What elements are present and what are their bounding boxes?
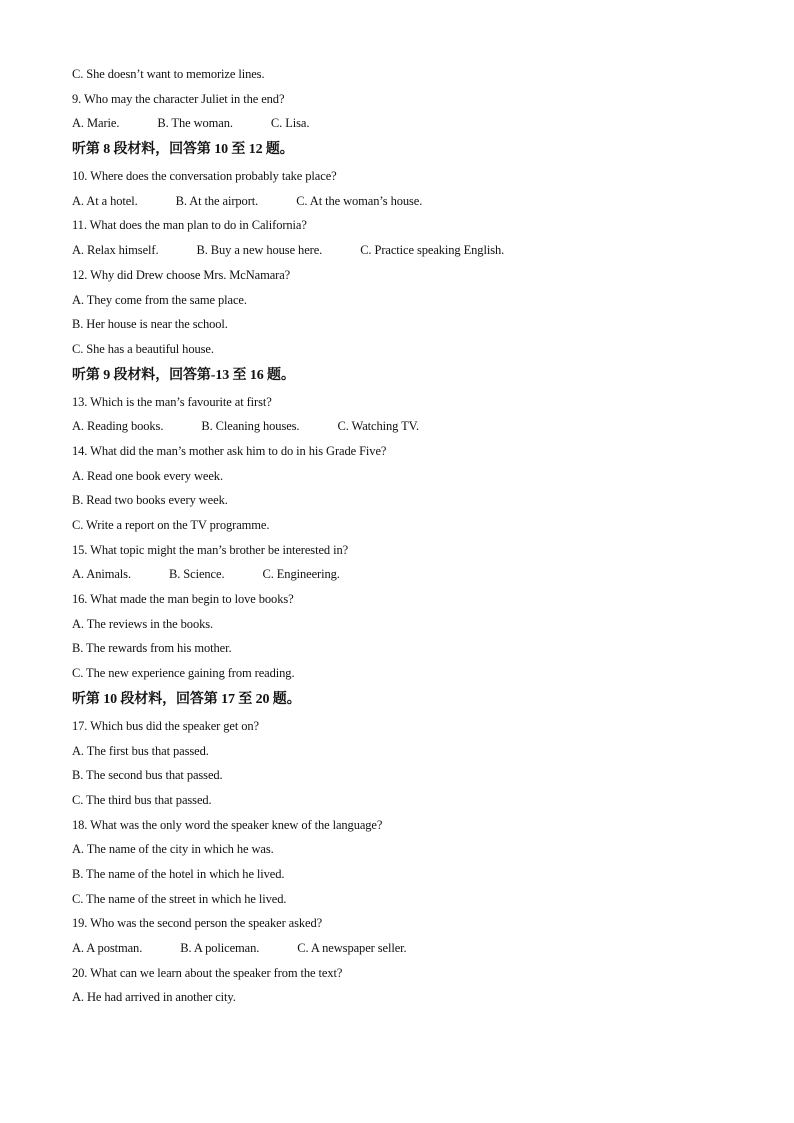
answer-line: B. Her house is near the school.: [72, 317, 228, 332]
answer-option: A. Animals.: [72, 567, 131, 582]
answer-option: B. Science.: [168, 567, 225, 582]
answer-options: [72, 238, 732, 263]
answer-line: B. Read two books every week.: [72, 493, 228, 508]
answer-line: C. The third bus that passed.: [72, 792, 212, 807]
answer-line: B. The name of the hotel in which he lived.: [72, 866, 285, 881]
answer-option: C. Watching TV.: [337, 419, 419, 434]
question-text: 11. What does the man plan to do in California?: [72, 218, 307, 233]
answer-line: B. The rewards from his mother.: [72, 641, 232, 656]
question-text: 19. Who was the second person the speaker asked?: [72, 916, 323, 931]
answer-line: A. He had arrived in another city.: [72, 990, 236, 1005]
answer-option: A. Marie.: [72, 116, 120, 131]
answer-options: [72, 414, 732, 439]
answer-option: B. At the airport.: [175, 193, 259, 208]
answer-options: [72, 562, 732, 587]
question-text: 14. What did the man’s mother ask him to do in his Grade Five?: [72, 443, 387, 458]
answer-option: B. The woman.: [157, 116, 233, 131]
answer-line: A. The reviews in the books.: [72, 616, 214, 631]
answer-option: A. A postman.: [72, 941, 143, 955]
question-text: 18. What was the only word the speaker knew of the language?: [72, 817, 383, 832]
answer-option: A. Reading books.: [72, 419, 164, 434]
answer-option: A. At a hotel.: [72, 193, 138, 208]
answer-option: B. Buy a new house here.: [196, 243, 323, 258]
section-heading: 听第 8 段材料，回答第 10 至 12 题。: [72, 142, 294, 158]
answer-line: B. The second bus that passed.: [72, 768, 223, 783]
document-page: [72, 62, 732, 1010]
answer-option: C. A newspaper seller.: [297, 941, 407, 955]
answer-line: A. The name of the city in which he was.: [72, 842, 274, 857]
answer-options: [72, 189, 732, 214]
question-text: 15. What topic might the man’s brother be interested in?: [72, 542, 349, 557]
answer-line: A. They come from the same place.: [72, 292, 247, 307]
answer-line: A. Read one book every week.: [72, 468, 223, 483]
answer-option: C. Engineering.: [262, 567, 340, 582]
answer-options: [72, 111, 732, 136]
answer-options: [72, 936, 732, 961]
answer-line: C. She doesn’t want to memorize lines.: [72, 67, 265, 81]
question-text: 12. Why did Drew choose Mrs. McNamara?: [72, 267, 291, 282]
answer-line: C. She has a beautiful house.: [72, 341, 214, 356]
answer-option: B. Cleaning houses.: [201, 419, 300, 434]
question-text: 17. Which bus did the speaker get on?: [72, 718, 259, 733]
answer-option: C. At the woman’s house.: [296, 193, 423, 208]
answer-line: A. The first bus that passed.: [72, 743, 209, 758]
answer-line: C. The new experience gaining from reading.: [72, 666, 295, 681]
question-text: 9. Who may the character Juliet in the end?: [72, 91, 285, 106]
answer-line: C. The name of the street in which he lived.: [72, 891, 287, 906]
question-text: 10. Where does the conversation probably take place?: [72, 169, 337, 184]
answer-option: B. A policeman.: [180, 941, 260, 955]
answer-option: A. Relax himself.: [72, 243, 159, 258]
question-text: 16. What made the man begin to love books?: [72, 592, 294, 607]
answer-option: C. Practice speaking English.: [360, 243, 505, 258]
question-text: 13. Which is the man’s favourite at first?: [72, 394, 272, 409]
section-heading: 听第 9 段材料，回答第-13 至 16 题。: [72, 367, 295, 383]
answer-line: C. Write a report on the TV programme.: [72, 518, 270, 532]
question-text: 20. What can we learn about the speaker from the text?: [72, 965, 343, 980]
answer-option: C. Lisa.: [270, 116, 310, 131]
section-heading: 听第 10 段材料，回答第 17 至 20 题。: [72, 691, 301, 707]
